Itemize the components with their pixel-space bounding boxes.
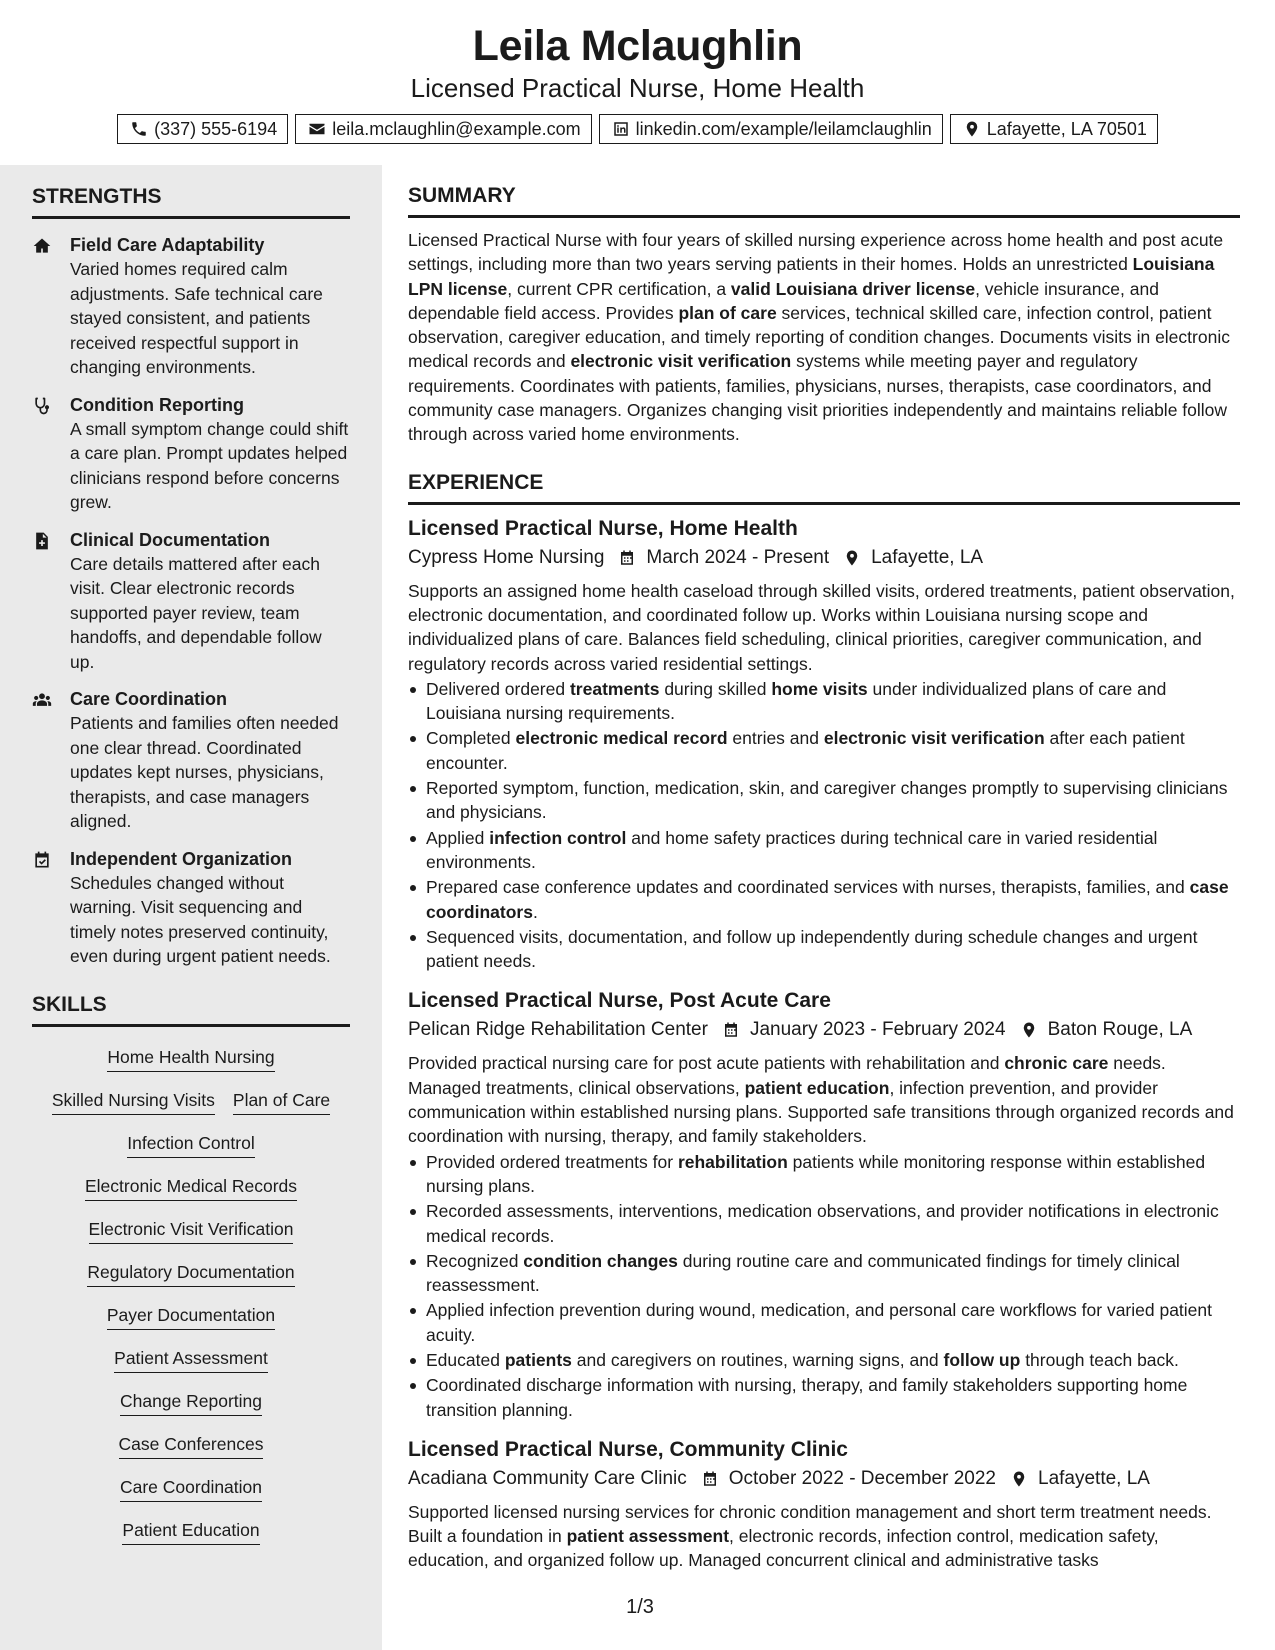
calendar-icon — [618, 549, 636, 567]
job-summary — [408, 579, 1240, 676]
job-dates: October 2022 - December 2022 — [728, 1467, 996, 1489]
summary-bold: electronic visit verification — [570, 351, 792, 372]
calendar-icon — [722, 1021, 740, 1039]
bullet-bold: electronic medical record — [515, 728, 728, 749]
bullet-text: Educated — [426, 1349, 505, 1370]
skills-row — [32, 1131, 350, 1158]
skill-tag: Regulatory Documentation — [87, 1260, 294, 1287]
bullet-bold: treatments — [569, 678, 660, 699]
candidate-name: Leila Mclaughlin — [472, 22, 803, 70]
skills-row — [32, 1303, 350, 1330]
summary-text: services, technical skilled care, infection control, patient observation, caregiver education, and timely reporting of condition changes. Documents visits in electronic medical records and — [408, 302, 1230, 372]
skills-row — [32, 1346, 350, 1373]
resume-header — [0, 0, 1275, 165]
job-bullet — [408, 1298, 1240, 1347]
strength-description: Varied homes required calm adjustments. Safe technical care stayed consistent, and patients received respectful support in changing environments. — [70, 259, 323, 377]
job-location: Lafayette, LA — [1038, 1467, 1150, 1489]
strength-title: Clinical Documentation — [70, 529, 271, 550]
map-pin-icon — [1020, 1021, 1038, 1039]
skill-tag: Electronic Medical Records — [85, 1174, 297, 1201]
strength-title: Field Care Adaptability — [70, 235, 265, 255]
skills-row — [32, 1088, 350, 1115]
location-text: Lafayette, LA 70501 — [986, 118, 1147, 139]
summary-text: Licensed Practical Nurse with four years of skilled nursing experience across home health and post acute settings, including more than two years serving patients in their homes. Holds an unrestricted — [408, 230, 1224, 275]
job-summary-text: Supports an assigned home health caseload through skilled visits, ordered treatments, patient observation, electronic documentation, and coordinated follow up. Works within Louisiana nursing scope and individualized plans of care. Balances field scheduling, clinical priorities, caregiver communication, and regulatory records across varied residential settings. — [408, 580, 1235, 674]
map-pin-icon — [843, 549, 861, 567]
bullet-bold: home visits — [771, 678, 868, 699]
contact-bar — [0, 114, 1275, 144]
calendar-check-icon — [32, 847, 56, 969]
job-location: Lafayette, LA — [871, 546, 984, 568]
job-bullet — [408, 1373, 1240, 1422]
skills-row — [32, 1174, 350, 1201]
job-company: Cypress Home Nursing — [408, 546, 605, 568]
bullet-bold: follow up — [943, 1349, 1021, 1370]
skill-tag: Case Conferences — [119, 1432, 264, 1459]
skills-heading: SKILLS — [32, 993, 350, 1027]
job-summary — [408, 1500, 1240, 1573]
job-title: Licensed Practical Nurse, Post Acute Care — [408, 989, 831, 1013]
job-meta — [408, 1464, 1240, 1494]
email-text: leila.mclaughlin@example.com — [332, 118, 581, 139]
strength-item — [32, 233, 350, 380]
main-content — [408, 178, 1240, 1573]
skills-row — [32, 1518, 350, 1545]
stethoscope-icon — [32, 393, 56, 515]
users-icon — [32, 687, 56, 834]
linkedin-icon — [612, 120, 630, 138]
job-bullet — [408, 776, 1240, 825]
job-bullets — [408, 677, 1240, 974]
skills-row — [32, 1389, 350, 1416]
linkedin-text: linkedin.com/example/leilamclaughlin — [635, 118, 932, 139]
job-summary-text: , electronic records, infection control, medication safety, education, and organized follow up. Managed concurrent clinical and administrative tasks — [408, 1526, 1159, 1571]
strengths-heading: STRENGTHS — [32, 185, 350, 219]
bullet-text: Provided ordered treatments for — [426, 1151, 678, 1172]
skills-list — [32, 1041, 350, 1545]
skill-tag: Payer Documentation — [107, 1303, 275, 1330]
strength-item — [32, 528, 350, 675]
skill-tag: Care Coordination — [120, 1475, 262, 1502]
job-bullet — [408, 1348, 1240, 1372]
job-bullets — [408, 1150, 1240, 1422]
experience-heading: EXPERIENCE — [408, 471, 1240, 505]
job-bullet — [408, 826, 1240, 875]
strength-title: Care Coordination — [70, 689, 228, 709]
summary-text: systems while meeting payer and regulatory requirements. Coordinates with patients, families, physicians, nurses, therapists, case coordinators, and community case managers. Organizes changing visit priorities independently and maintains reliable follow through across varied home environments. — [408, 351, 1228, 445]
job-bullet — [408, 875, 1240, 924]
job-title: Licensed Practical Nurse, Community Clinic — [408, 1437, 848, 1461]
bullet-text: Completed — [426, 728, 516, 749]
bullet-text: patients while monitoring response within established nursing plans. — [426, 1151, 1206, 1196]
job-summary-text: Supported licensed nursing services for chronic condition management and short term treatment needs. Built a foundation in — [408, 1501, 1212, 1547]
job-summary-bold: chronic care — [1004, 1053, 1109, 1074]
skill-tag: Skilled Nursing Visits — [52, 1088, 215, 1115]
skills-row — [32, 1475, 350, 1502]
bullet-text: and home safety practices during technical care in varied residential environments. — [426, 827, 1158, 872]
job-location: Baton Rouge, LA — [1047, 1019, 1193, 1041]
strength-title: Independent Organization — [70, 848, 293, 869]
skill-tag: Patient Education — [122, 1518, 259, 1545]
bullet-bold: rehabilitation — [677, 1151, 788, 1172]
bullet-bold: infection control — [489, 827, 627, 848]
job-dates: January 2023 - February 2024 — [749, 1019, 1006, 1041]
job-summary-text: , infection prevention, and provider communication within established nursing plans. Supported safe transitions through organized records and coordination with nursing, therapy, and family stakeholders. — [408, 1077, 1234, 1147]
job-summary-bold: patient education — [744, 1077, 890, 1098]
bullet-bold: patients — [504, 1349, 572, 1370]
summary-text — [408, 228, 1240, 447]
linkedin-chip[interactable] — [599, 114, 943, 144]
summary-bold: plan of care — [678, 302, 777, 323]
skill-tag: Infection Control — [127, 1131, 254, 1158]
strength-description: Patients and families often needed one clear thread. Coordinated updates kept nurses, physicians, therapists, and case managers aligned. — [70, 713, 339, 831]
job-entry — [408, 987, 1240, 1421]
bullet-text: during skilled — [659, 678, 772, 699]
summary-text: , vehicle insurance, and dependable field access. Provides — [408, 278, 1159, 323]
bullet-text: Applied infection prevention during wound, medication, and personal care workflows for varied patient acuity. — [426, 1300, 1213, 1345]
calendar-icon — [701, 1470, 719, 1488]
skills-row — [32, 1045, 350, 1072]
job-summary-bold: patient assessment — [566, 1526, 730, 1547]
summary-text: , current CPR certification, a — [507, 278, 731, 299]
sidebar — [0, 165, 382, 1650]
page-number: 1/3 — [626, 1596, 654, 1618]
experience-list — [408, 515, 1240, 1573]
phone-text: (337) 555-6194 — [154, 118, 278, 139]
bullet-text: Prepared case conference updates and coordinated services with nurses, therapists, families, and — [426, 877, 1190, 898]
strength-description: Care details mattered after each visit. Clear electronic records supported payer review, team handoffs, and dependable follow up. — [70, 553, 322, 672]
job-meta — [408, 543, 1240, 573]
job-entry — [408, 515, 1240, 974]
skill-tag: Patient Assessment — [114, 1346, 268, 1373]
bullet-text: Recognized — [426, 1250, 524, 1271]
bullet-text: Delivered ordered — [426, 678, 570, 699]
strength-description: A small symptom change could shift a care plan. Prompt updates helped clinicians respond before concerns grew. — [70, 418, 349, 512]
skills-row — [32, 1217, 350, 1244]
skills-row — [32, 1260, 350, 1287]
bullet-text: Sequenced visits, documentation, and follow up independently during schedule changes and urgent patient needs. — [426, 926, 1198, 972]
skill-tag: Plan of Care — [233, 1088, 330, 1115]
strengths-list — [32, 233, 350, 969]
bullet-text: under individualized plans of care and Louisiana nursing requirements. — [426, 678, 1167, 724]
bullet-bold: condition changes — [523, 1250, 678, 1271]
bullet-bold: electronic visit verification — [823, 728, 1045, 749]
job-company: Acadiana Community Care Clinic — [408, 1467, 687, 1489]
job-bullet — [408, 925, 1240, 974]
job-summary-text: needs. Managed treatments, clinical observations, — [408, 1053, 1166, 1098]
bullet-text: entries and — [727, 728, 824, 749]
strength-item — [32, 847, 350, 969]
skill-tag: Electronic Visit Verification — [89, 1217, 294, 1244]
job-bullet — [408, 677, 1240, 726]
summary-bold: Louisiana LPN license — [408, 254, 1215, 299]
bullet-text: during routine care and communicated findings for timely clinical reassessment. — [426, 1250, 1180, 1296]
phone-icon — [130, 120, 148, 138]
bullet-text: Coordinated discharge information with nursing, therapy, and family stakeholders supporting home transition planning. — [426, 1375, 1188, 1420]
job-bullet — [408, 1150, 1240, 1199]
strength-description: Schedules changed without warning. Visit sequencing and timely notes preserved continuity, even during urgent patient needs. — [70, 872, 331, 966]
strength-item — [32, 687, 350, 834]
map-pin-icon — [963, 120, 981, 138]
summary-bold: valid Louisiana driver license — [730, 278, 976, 299]
phone-chip[interactable] — [117, 114, 288, 144]
envelope-icon — [308, 120, 326, 138]
summary-heading: SUMMARY — [408, 184, 1240, 218]
home-icon — [32, 233, 56, 380]
job-summary — [408, 1051, 1240, 1148]
map-pin-icon — [1010, 1470, 1028, 1488]
bullet-text: Applied — [426, 827, 490, 848]
bullet-text: and caregivers on routines, warning signs, and — [571, 1349, 944, 1370]
strength-item — [32, 393, 350, 515]
job-summary-text: Provided practical nursing care for post acute patients with rehabilitation and — [408, 1053, 1005, 1074]
job-bullet — [408, 1249, 1240, 1298]
email-chip[interactable] — [295, 114, 591, 144]
skills-row — [32, 1432, 350, 1459]
job-dates: March 2024 - Present — [646, 546, 830, 568]
candidate-title: Licensed Practical Nurse, Home Health — [410, 73, 865, 103]
bullet-text: Recorded assessments, interventions, medication observations, and provider notifications in electronic medical records. — [426, 1201, 1219, 1246]
bullet-text: Reported symptom, function, medication, skin, and caregiver changes promptly to supervising clinicians and physicians. — [426, 778, 1228, 823]
strength-title: Condition Reporting — [70, 394, 244, 415]
job-bullet — [408, 1199, 1240, 1248]
bullet-text: after each patient encounter. — [426, 728, 1185, 773]
file-medical-icon — [32, 528, 56, 675]
job-company: Pelican Ridge Rehabilitation Center — [408, 1019, 708, 1041]
skill-tag: Home Health Nursing — [107, 1045, 274, 1072]
job-entry — [408, 1436, 1240, 1573]
bullet-text: . — [532, 901, 538, 922]
job-meta — [408, 1015, 1240, 1045]
location-chip — [950, 114, 1158, 144]
job-bullet — [408, 726, 1240, 775]
job-title: Licensed Practical Nurse, Home Health — [408, 516, 798, 540]
bullet-bold: case coordinators — [426, 877, 1229, 922]
skill-tag: Change Reporting — [120, 1389, 262, 1416]
bullet-text: through teach back. — [1020, 1349, 1179, 1370]
